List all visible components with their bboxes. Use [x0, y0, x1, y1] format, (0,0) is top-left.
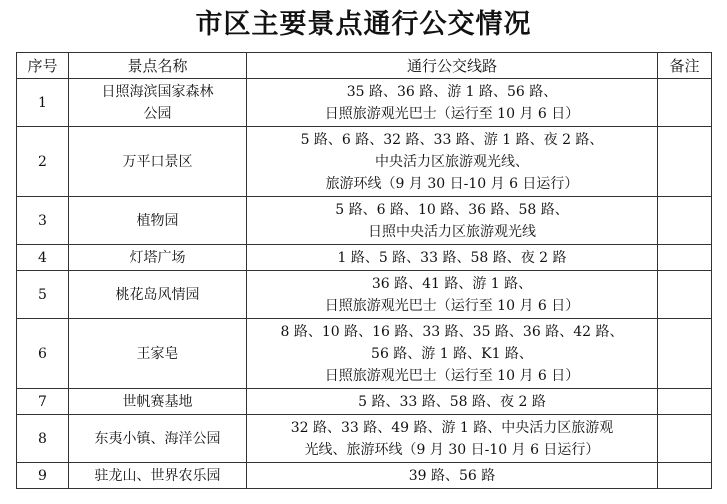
row-lines-line: 1 路、5 路、33 路、58 路、夜 2 路 [337, 249, 567, 266]
row-note [658, 463, 712, 489]
row-note [658, 79, 712, 127]
row-lines-line: 日照中央活力区旅游观光线 [368, 223, 536, 240]
header-no: 序号 [17, 53, 69, 79]
row-lines [247, 197, 658, 245]
row-no: 6 [17, 319, 69, 389]
page-title: 市区主要景点通行公交情况 [195, 9, 532, 40]
row-name-line: 万平口景区 [122, 153, 193, 170]
row-lines [247, 389, 658, 415]
row-lines-line: 35 路、36 路、游 1 路、56 路、 [346, 83, 558, 100]
row-lines-line: 39 路、56 路 [408, 467, 496, 484]
header-name: 景点名称 [69, 53, 247, 79]
row-lines-line: 5 路、33 路、58 路、夜 2 路 [358, 393, 546, 410]
table-row [17, 415, 712, 463]
row-lines [247, 245, 658, 271]
row-no: 2 [17, 127, 69, 197]
row-name [69, 197, 247, 245]
table-row [17, 79, 712, 127]
header-row [17, 53, 712, 79]
row-lines-line: 36 路、41 路、游 1 路、 [371, 275, 533, 292]
row-no: 1 [17, 79, 69, 127]
table-row [17, 197, 712, 245]
row-name-line: 植物园 [136, 212, 179, 229]
row-lines-line: 日照旅游观光巴士（运行至 10 月 6 日） [324, 105, 580, 122]
row-lines-line: 56 路、游 1 路、K1 路、 [371, 345, 533, 362]
row-lines [247, 127, 658, 197]
row-lines-line: 日照旅游观光巴士（运行至 10 月 6 日） [324, 367, 580, 384]
row-name [69, 319, 247, 389]
row-name-line: 世帆赛基地 [122, 393, 193, 410]
row-lines [247, 271, 658, 319]
table-row [17, 245, 712, 271]
row-lines-line: 光线、旅游环线（9 月 30 日-10 月 6 日运行） [304, 441, 600, 458]
row-no: 7 [17, 389, 69, 415]
row-name [69, 245, 247, 271]
row-lines-line: 5 路、6 路、32 路、33 路、游 1 路、夜 2 路、 [300, 131, 604, 148]
row-name-line: 灯塔广场 [129, 249, 186, 266]
row-lines [247, 79, 658, 127]
table-row [17, 389, 712, 415]
row-lines-line: 中央活力区旅游观光线、 [375, 153, 529, 170]
row-note [658, 197, 712, 245]
row-no: 5 [17, 271, 69, 319]
row-no: 9 [17, 463, 69, 489]
table-row [17, 127, 712, 197]
row-lines-line: 32 路、33 路、49 路、游 1 路、中央活力区旅游观 [290, 419, 614, 436]
row-lines [247, 463, 658, 489]
row-name-line: 东夷小镇、海洋公园 [94, 430, 221, 447]
row-lines-line: 日照旅游观光巴士（运行至 10 月 6 日） [324, 297, 580, 314]
row-name-line: 王家皂 [136, 345, 179, 362]
row-name [69, 415, 247, 463]
header-lines: 通行公交线路 [247, 53, 658, 79]
row-lines-line: 旅游环线（9 月 30 日-10 月 6 日运行） [325, 175, 579, 192]
row-no: 8 [17, 415, 69, 463]
row-name-line: 驻龙山、世界农乐园 [94, 467, 221, 484]
row-name-line: 日照海滨国家森林 [101, 83, 214, 100]
row-note [658, 389, 712, 415]
row-name [69, 79, 247, 127]
row-lines [247, 319, 658, 389]
row-note [658, 415, 712, 463]
row-name [69, 389, 247, 415]
row-note [658, 127, 712, 197]
bus-routes-table [16, 52, 712, 489]
row-name-line: 桃花岛风情园 [115, 286, 200, 303]
table-row [17, 271, 712, 319]
row-note [658, 319, 712, 389]
row-no: 3 [17, 197, 69, 245]
row-lines-line: 5 路、6 路、10 路、36 路、58 路、 [335, 201, 569, 218]
row-name [69, 463, 247, 489]
row-name-line: 公园 [143, 105, 172, 122]
table-row [17, 319, 712, 389]
table-row [17, 463, 712, 489]
row-name [69, 271, 247, 319]
row-lines [247, 415, 658, 463]
row-name [69, 127, 247, 197]
row-note [658, 271, 712, 319]
row-lines-line: 8 路、10 路、16 路、33 路、35 路、36 路、42 路、 [280, 323, 624, 340]
row-no: 4 [17, 245, 69, 271]
row-note [658, 245, 712, 271]
header-note: 备注 [658, 53, 712, 79]
